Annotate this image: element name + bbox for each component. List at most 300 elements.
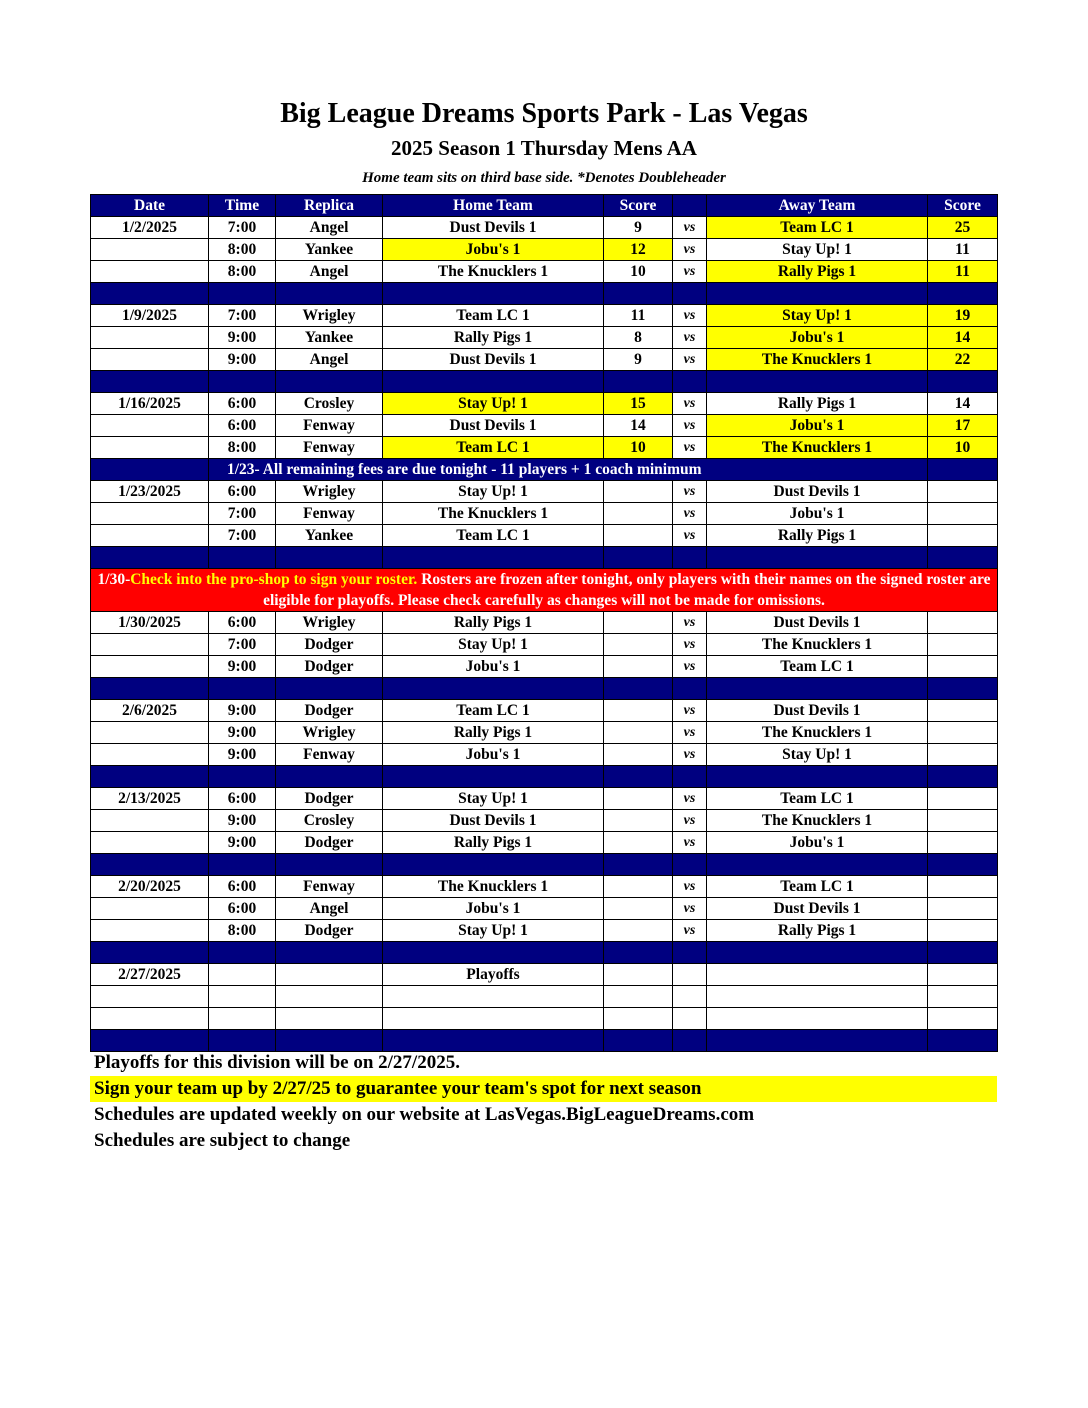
website-note: Schedules are updated weekly on our website at LasVegas.BigLeagueDreams.com <box>94 1104 755 1125</box>
home-team: Dust Devils 1 <box>383 415 604 437</box>
vs-label: vs <box>673 481 707 503</box>
away-score: 14 <box>928 327 998 349</box>
away-score: 14 <box>928 393 998 415</box>
empty-cell <box>707 986 928 1008</box>
home-score <box>604 722 673 744</box>
game-date <box>91 634 209 656</box>
separator-cell <box>707 942 928 964</box>
separator-cell <box>209 547 276 569</box>
away-score <box>928 612 998 634</box>
empty-cell <box>604 964 673 986</box>
away-team: The Knucklers 1 <box>707 634 928 656</box>
vs-label: vs <box>673 832 707 854</box>
game-field: Fenway <box>276 415 383 437</box>
home-score: 11 <box>604 305 673 327</box>
game-date: 1/30/2025 <box>91 612 209 634</box>
vs-label: vs <box>673 612 707 634</box>
vs-label: vs <box>673 349 707 371</box>
game-field: Yankee <box>276 525 383 547</box>
game-field: Yankee <box>276 239 383 261</box>
home-score <box>604 525 673 547</box>
away-score <box>928 656 998 678</box>
game-time: 6:00 <box>209 393 276 415</box>
separator-cell <box>383 1030 604 1052</box>
separator-cell <box>383 283 604 305</box>
home-team-note: Home team sits on third base side. *Denotes Doubleheader <box>362 170 726 186</box>
separator-row <box>91 942 998 964</box>
separator-cell <box>91 547 209 569</box>
away-team: Stay Up! 1 <box>707 744 928 766</box>
home-team: Jobu's 1 <box>383 898 604 920</box>
empty-cell <box>276 986 383 1008</box>
empty-cell <box>209 1008 276 1030</box>
separator-cell <box>604 547 673 569</box>
separator-cell <box>673 283 707 305</box>
away-team: Jobu's 1 <box>707 327 928 349</box>
separator-cell <box>673 371 707 393</box>
separator-cell <box>928 547 998 569</box>
empty-cell <box>91 986 209 1008</box>
away-team: Rally Pigs 1 <box>707 393 928 415</box>
separator-cell <box>928 678 998 700</box>
game-time: 7:00 <box>209 217 276 239</box>
game-field: Dodger <box>276 634 383 656</box>
empty-cell <box>604 986 673 1008</box>
game-field: Dodger <box>276 656 383 678</box>
separator-cell <box>276 678 383 700</box>
home-score: 15 <box>604 393 673 415</box>
game-date <box>91 744 209 766</box>
empty-cell <box>673 986 707 1008</box>
game-date <box>91 810 209 832</box>
vs-label: vs <box>673 217 707 239</box>
empty-cell <box>673 964 707 986</box>
game-date: 1/16/2025 <box>91 393 209 415</box>
empty-cell <box>673 1008 707 1030</box>
vs-label: vs <box>673 437 707 459</box>
empty-cell <box>209 986 276 1008</box>
home-team: Stay Up! 1 <box>383 634 604 656</box>
header-home-score: Score <box>604 195 673 217</box>
game-time: 7:00 <box>209 503 276 525</box>
away-score: 25 <box>928 217 998 239</box>
game-date <box>91 261 209 283</box>
banner-edge <box>928 459 998 481</box>
away-team: The Knucklers 1 <box>707 810 928 832</box>
separator-cell <box>276 766 383 788</box>
table-row <box>91 239 998 261</box>
game-time: 8:00 <box>209 261 276 283</box>
home-team: Team LC 1 <box>383 700 604 722</box>
table-row <box>91 722 998 744</box>
home-score <box>604 503 673 525</box>
separator-cell <box>928 942 998 964</box>
table-row <box>91 437 998 459</box>
separator-cell <box>604 766 673 788</box>
empty-cell <box>928 964 998 986</box>
separator-cell <box>673 547 707 569</box>
playoffs-label: Playoffs <box>383 964 604 986</box>
separator-row <box>91 283 998 305</box>
away-score: 22 <box>928 349 998 371</box>
away-score <box>928 832 998 854</box>
home-score: 9 <box>604 217 673 239</box>
separator-cell <box>276 283 383 305</box>
home-score: 12 <box>604 239 673 261</box>
header-date: Date <box>91 195 209 217</box>
game-time: 8:00 <box>209 437 276 459</box>
away-team: The Knucklers 1 <box>707 349 928 371</box>
game-date <box>91 722 209 744</box>
game-time: 9:00 <box>209 810 276 832</box>
table-row <box>91 503 998 525</box>
away-score <box>928 744 998 766</box>
away-team: Jobu's 1 <box>707 832 928 854</box>
separator-cell <box>276 547 383 569</box>
empty-cell <box>91 1008 209 1030</box>
vs-label: vs <box>673 788 707 810</box>
game-field: Dodger <box>276 700 383 722</box>
game-field: Angel <box>276 898 383 920</box>
away-score <box>928 481 998 503</box>
vs-label: vs <box>673 393 707 415</box>
game-time: 6:00 <box>209 612 276 634</box>
table-row <box>91 305 998 327</box>
table-row <box>91 700 998 722</box>
roster-notice-date: 1/30- <box>97 571 131 588</box>
page-subtitle: 2025 Season 1 Thursday Mens AA <box>391 136 697 160</box>
game-field: Fenway <box>276 503 383 525</box>
separator-cell <box>209 283 276 305</box>
game-field: Dodger <box>276 920 383 942</box>
separator-cell <box>707 371 928 393</box>
home-score <box>604 810 673 832</box>
home-score <box>604 700 673 722</box>
away-score: 19 <box>928 305 998 327</box>
game-date <box>91 239 209 261</box>
home-team: Jobu's 1 <box>383 656 604 678</box>
vs-label: vs <box>673 239 707 261</box>
game-field: Fenway <box>276 437 383 459</box>
separator-row <box>91 547 998 569</box>
away-team: Jobu's 1 <box>707 503 928 525</box>
vs-label: vs <box>673 305 707 327</box>
vs-label: vs <box>673 700 707 722</box>
home-score <box>604 656 673 678</box>
separator-cell <box>928 283 998 305</box>
vs-label: vs <box>673 634 707 656</box>
separator-cell <box>383 942 604 964</box>
separator-cell <box>604 678 673 700</box>
notice-banner-row <box>91 459 998 481</box>
game-time: 8:00 <box>209 239 276 261</box>
separator-cell <box>383 371 604 393</box>
game-time: 9:00 <box>209 700 276 722</box>
game-time: 6:00 <box>209 481 276 503</box>
separator-cell <box>91 1030 209 1052</box>
vs-label: vs <box>673 898 707 920</box>
home-score: 10 <box>604 261 673 283</box>
table-row <box>91 788 998 810</box>
empty-cell <box>276 1008 383 1030</box>
separator-cell <box>707 678 928 700</box>
table-row <box>91 832 998 854</box>
separator-cell <box>928 854 998 876</box>
home-score: 14 <box>604 415 673 437</box>
game-time: 9:00 <box>209 722 276 744</box>
home-team: Stay Up! 1 <box>383 481 604 503</box>
home-team: The Knucklers 1 <box>383 503 604 525</box>
schedule-table <box>90 194 998 1052</box>
separator-cell <box>707 283 928 305</box>
separator-cell <box>604 854 673 876</box>
game-time: 6:00 <box>209 876 276 898</box>
away-score <box>928 525 998 547</box>
home-team: Rally Pigs 1 <box>383 612 604 634</box>
home-team: Dust Devils 1 <box>383 217 604 239</box>
game-date: 1/9/2025 <box>91 305 209 327</box>
vs-label: vs <box>673 920 707 942</box>
table-row <box>91 964 998 986</box>
table-row <box>91 810 998 832</box>
signup-note: Sign your team up by 2/27/25 to guarantee your team's spot for next season <box>90 1076 997 1102</box>
away-score <box>928 810 998 832</box>
game-field: Dodger <box>276 832 383 854</box>
vs-label: vs <box>673 656 707 678</box>
separator-cell <box>383 854 604 876</box>
game-field: Wrigley <box>276 612 383 634</box>
table-row <box>91 920 998 942</box>
table-row <box>91 744 998 766</box>
game-time: 8:00 <box>209 920 276 942</box>
game-field: Angel <box>276 261 383 283</box>
separator-cell <box>604 1030 673 1052</box>
empty-cell <box>707 964 928 986</box>
vs-label: vs <box>673 876 707 898</box>
table-row <box>91 612 998 634</box>
table-row <box>91 656 998 678</box>
separator-cell <box>673 854 707 876</box>
separator-cell <box>604 942 673 964</box>
separator-row <box>91 1030 998 1052</box>
empty-cell <box>928 1008 998 1030</box>
playoffs-note: Playoffs for this division will be on 2/27/2025. <box>94 1052 460 1073</box>
game-date: 1/2/2025 <box>91 217 209 239</box>
game-time: 7:00 <box>209 305 276 327</box>
separator-cell <box>91 678 209 700</box>
separator-row <box>91 854 998 876</box>
vs-label: vs <box>673 261 707 283</box>
game-date <box>91 415 209 437</box>
game-date <box>91 503 209 525</box>
away-score <box>928 722 998 744</box>
header-time: Time <box>209 195 276 217</box>
separator-cell <box>91 854 209 876</box>
game-time: 9:00 <box>209 349 276 371</box>
separator-cell <box>707 1030 928 1052</box>
home-team: Team LC 1 <box>383 525 604 547</box>
home-team: Rally Pigs 1 <box>383 327 604 349</box>
vs-label: vs <box>673 810 707 832</box>
separator-cell <box>91 942 209 964</box>
separator-cell <box>209 678 276 700</box>
game-date: 1/23/2025 <box>91 481 209 503</box>
change-note: Schedules are subject to change <box>94 1130 351 1151</box>
game-time: 9:00 <box>209 832 276 854</box>
away-team: Team LC 1 <box>707 217 928 239</box>
game-field: Yankee <box>276 327 383 349</box>
fees-notice: 1/23- All remaining fees are due tonight - 11 players + 1 coach minimum <box>209 459 928 481</box>
home-team: Stay Up! 1 <box>383 920 604 942</box>
empty-cell <box>604 1008 673 1030</box>
game-field: Angel <box>276 349 383 371</box>
separator-cell <box>209 854 276 876</box>
table-row <box>91 481 998 503</box>
game-date <box>91 525 209 547</box>
banner-edge <box>91 459 209 481</box>
separator-cell <box>209 766 276 788</box>
home-score <box>604 788 673 810</box>
game-date <box>91 898 209 920</box>
separator-cell <box>604 371 673 393</box>
home-team: Dust Devils 1 <box>383 349 604 371</box>
table-row <box>91 525 998 547</box>
home-score <box>604 920 673 942</box>
page-title: Big League Dreams Sports Park - Las Vegas <box>280 98 808 129</box>
table-row <box>91 1008 998 1030</box>
home-team: Jobu's 1 <box>383 239 604 261</box>
game-time: 6:00 <box>209 415 276 437</box>
away-score <box>928 876 998 898</box>
roster-notice-highlight: Check into the pro-shop to sign your roster. <box>130 571 418 588</box>
away-score: 17 <box>928 415 998 437</box>
away-score <box>928 700 998 722</box>
game-field: Wrigley <box>276 722 383 744</box>
game-field: Fenway <box>276 876 383 898</box>
separator-cell <box>209 942 276 964</box>
game-date <box>91 437 209 459</box>
table-row <box>91 393 998 415</box>
away-score <box>928 503 998 525</box>
separator-cell <box>383 547 604 569</box>
home-team: The Knucklers 1 <box>383 261 604 283</box>
table-row <box>91 349 998 371</box>
home-score <box>604 898 673 920</box>
separator-row <box>91 678 998 700</box>
roster-notice-row <box>91 569 998 612</box>
separator-cell <box>209 371 276 393</box>
vs-label: vs <box>673 327 707 349</box>
separator-cell <box>276 942 383 964</box>
game-time: 7:00 <box>209 525 276 547</box>
home-team: Team LC 1 <box>383 305 604 327</box>
separator-cell <box>383 678 604 700</box>
home-team: Stay Up! 1 <box>383 788 604 810</box>
game-date <box>91 327 209 349</box>
game-date <box>91 832 209 854</box>
table-row <box>91 327 998 349</box>
schedule-body <box>91 195 998 1052</box>
separator-cell <box>673 942 707 964</box>
game-field: Crosley <box>276 393 383 415</box>
home-score <box>604 744 673 766</box>
game-field: Wrigley <box>276 305 383 327</box>
home-score <box>604 832 673 854</box>
home-score <box>604 876 673 898</box>
away-team: Rally Pigs 1 <box>707 525 928 547</box>
home-team: Dust Devils 1 <box>383 810 604 832</box>
empty-cell <box>383 1008 604 1030</box>
home-team: Stay Up! 1 <box>383 393 604 415</box>
separator-cell <box>707 766 928 788</box>
separator-cell <box>276 371 383 393</box>
game-field: Angel <box>276 217 383 239</box>
game-date <box>91 349 209 371</box>
away-team: Team LC 1 <box>707 656 928 678</box>
separator-row <box>91 766 998 788</box>
roster-notice <box>91 569 998 612</box>
home-team: Rally Pigs 1 <box>383 832 604 854</box>
separator-cell <box>707 854 928 876</box>
away-score: 11 <box>928 239 998 261</box>
away-team: The Knucklers 1 <box>707 722 928 744</box>
away-team: Rally Pigs 1 <box>707 920 928 942</box>
vs-label: vs <box>673 503 707 525</box>
separator-cell <box>928 1030 998 1052</box>
vs-label: vs <box>673 722 707 744</box>
home-score <box>604 612 673 634</box>
away-team: Stay Up! 1 <box>707 239 928 261</box>
game-time: 7:00 <box>209 634 276 656</box>
separator-cell <box>928 766 998 788</box>
away-score: 11 <box>928 261 998 283</box>
separator-cell <box>673 766 707 788</box>
separator-row <box>91 371 998 393</box>
away-team: Stay Up! 1 <box>707 305 928 327</box>
away-score <box>928 898 998 920</box>
away-score <box>928 920 998 942</box>
away-team: Team LC 1 <box>707 788 928 810</box>
header-away-team: Away Team <box>707 195 928 217</box>
home-score: 8 <box>604 327 673 349</box>
away-team: Dust Devils 1 <box>707 612 928 634</box>
game-date <box>91 920 209 942</box>
game-field: Crosley <box>276 810 383 832</box>
game-field: Dodger <box>276 788 383 810</box>
table-row <box>91 898 998 920</box>
separator-cell <box>673 1030 707 1052</box>
away-team: Rally Pigs 1 <box>707 261 928 283</box>
vs-label: vs <box>673 525 707 547</box>
game-field: Fenway <box>276 744 383 766</box>
separator-cell <box>383 766 604 788</box>
table-row <box>91 415 998 437</box>
table-row <box>91 217 998 239</box>
game-date: 2/6/2025 <box>91 700 209 722</box>
table-row <box>91 261 998 283</box>
separator-cell <box>707 547 928 569</box>
empty-cell <box>928 986 998 1008</box>
vs-label: vs <box>673 415 707 437</box>
separator-cell <box>276 854 383 876</box>
table-row <box>91 634 998 656</box>
away-team: Team LC 1 <box>707 876 928 898</box>
game-field: Wrigley <box>276 481 383 503</box>
header-replica: Replica <box>276 195 383 217</box>
header-row <box>91 195 998 217</box>
separator-cell <box>209 1030 276 1052</box>
home-team: The Knucklers 1 <box>383 876 604 898</box>
